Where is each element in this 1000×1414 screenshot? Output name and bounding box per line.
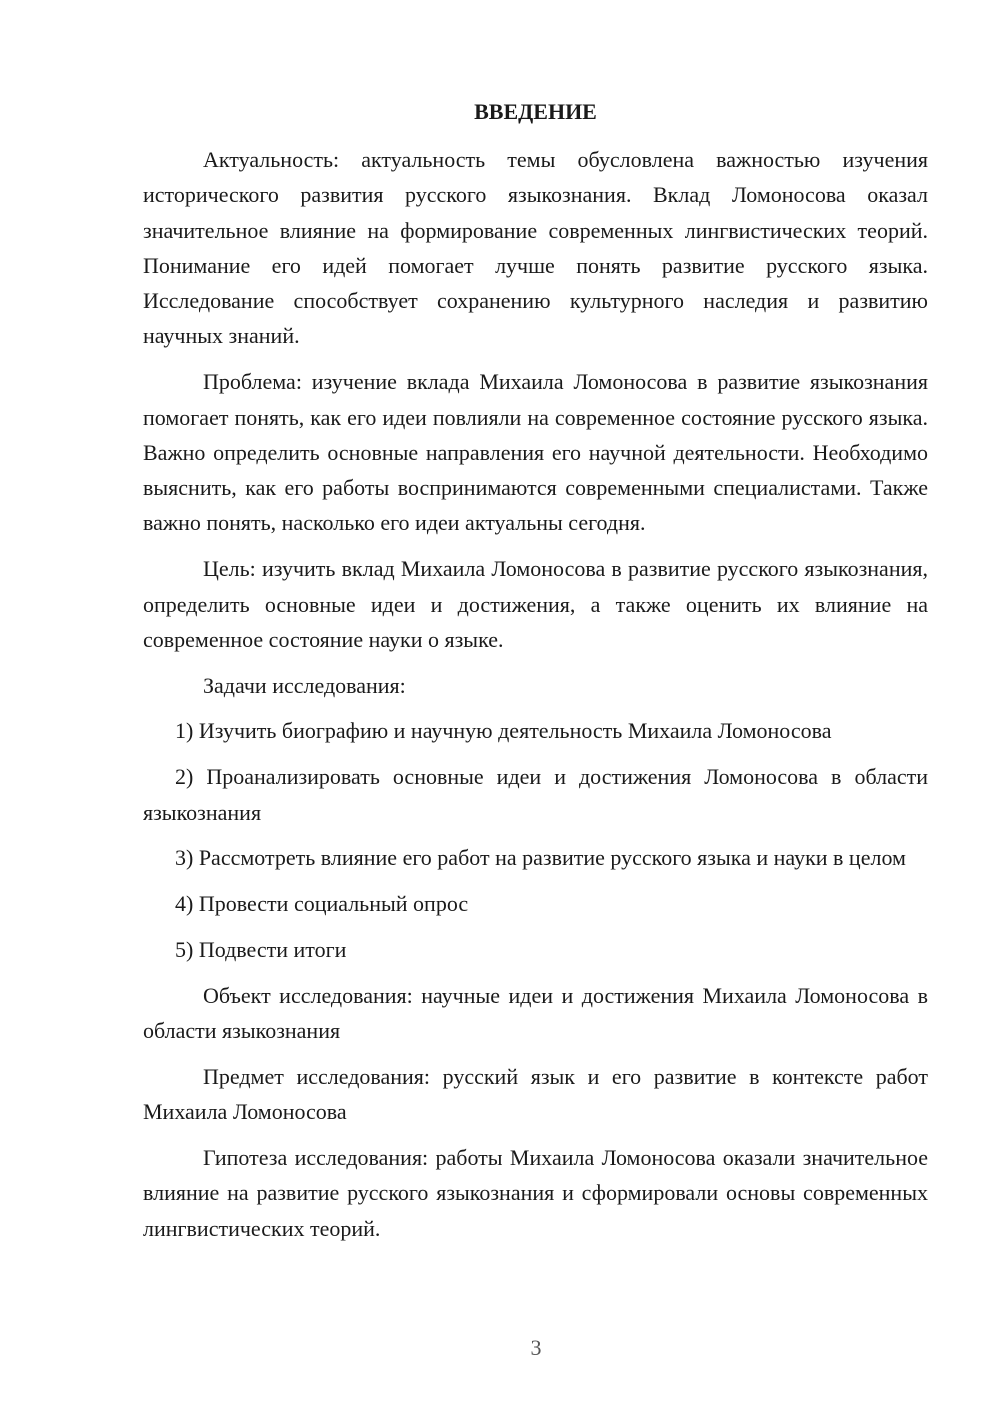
paragraph-object: Объект исследования: научные идеи и достижения Михаила Ломоносова в области языкознания: [143, 982, 928, 1044]
paragraph-problem: Проблема: изучение вклада Михаила Ломоносова в развитие языкознания помогает понять, как его идеи повлияли на современное состояние русского языка. Важно определить основные направления его научной деятельности. Необходимо выяснить, как его работы воспринимаются современными специалистами. Также важно понять, насколько его идеи актуальны сегодня.: [143, 369, 928, 536]
task-item-5: 5) Подвести итоги: [175, 936, 347, 962]
paragraph-goal: Цель: изучить вклад Михаила Ломоносова в развитие русского языкознания, определить основные идеи и достижения, а также оценить их влияние на современное состояние науки о языке.: [143, 556, 928, 652]
paragraph-hypothesis: Гипотеза исследования: работы Михаила Ломоносова оказали значительное влияние на развитие русского языкознания и сформировали основы современных лингвистических теорий.: [143, 1144, 928, 1241]
paragraph-relevance: Актуальность: актуальность темы обусловлена важностью изучения исторического развития русского языкознания. Вклад Ломоносова оказал значительное влияние на формирование современных лингвистических теорий. Понимание его идей помогает лучше понять развитие русского языка. Исследование способствует сохранению культурного наследия и развитию научных знаний.: [143, 147, 928, 349]
task-item-3: 3) Рассмотреть влияние его работ на развитие русского языка и науки в целом: [175, 845, 906, 871]
task-item-2: 2) Проанализировать основные идеи и достижения Ломоносова в области языкознания: [143, 764, 928, 825]
document-body: [143, 94, 928, 1256]
tasks-heading: Задачи исследования:: [203, 672, 406, 698]
page-number: 3: [530, 1335, 542, 1360]
task-item-1: 1) Изучить биографию и научную деятельность Михаила Ломоносова: [175, 718, 832, 744]
paragraph-subject: Предмет исследования: русский язык и его развитие в контексте работ Михаила Ломоносова: [143, 1063, 928, 1125]
page-title: ВВЕДЕНИЕ: [474, 99, 597, 124]
task-item-4: 4) Провести социальный опрос: [175, 891, 469, 917]
